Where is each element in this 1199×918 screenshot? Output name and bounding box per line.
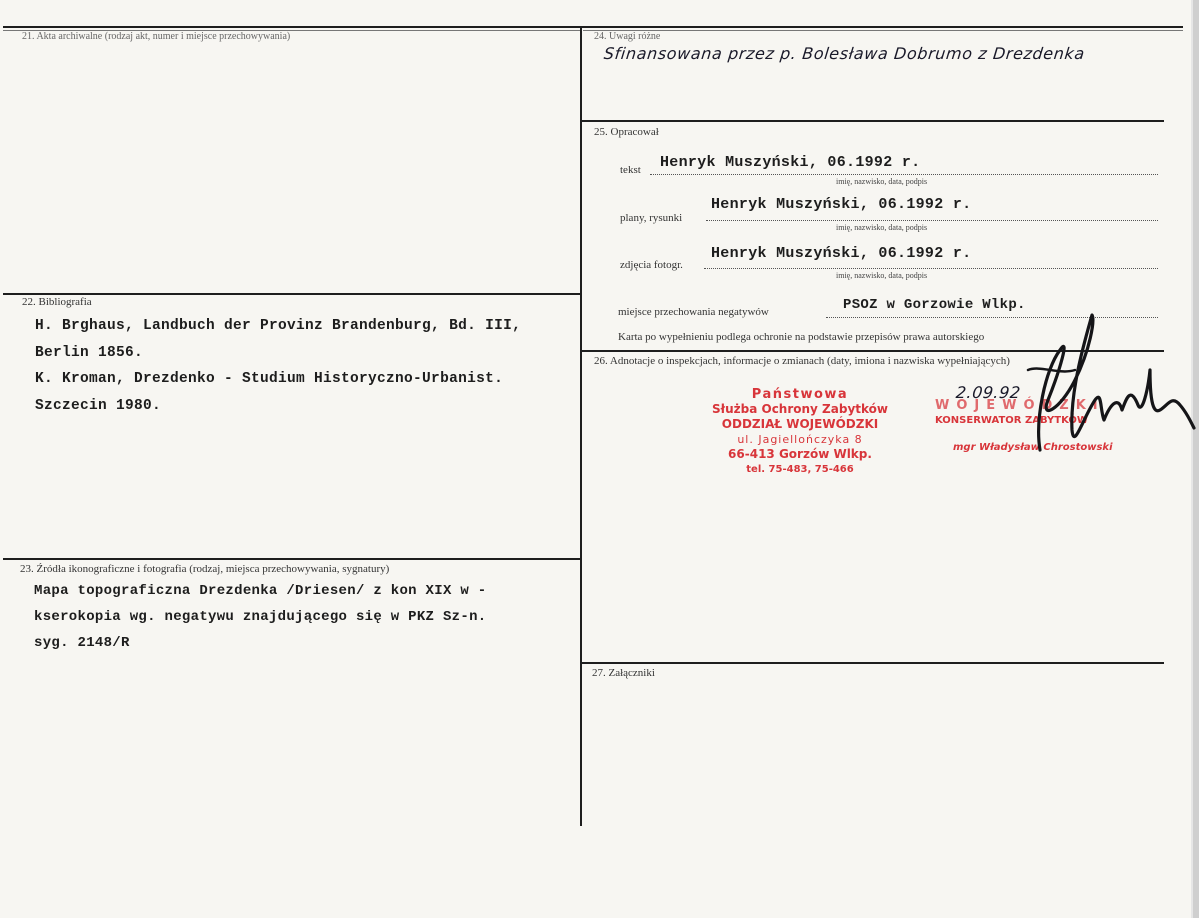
bibliography-line-4: Szczecin 1980. <box>35 398 162 414</box>
stamp-right-line-2: KONSERWATOR ZABYTKÓW <box>935 415 1088 426</box>
plany-label: plany, rysunki <box>620 212 683 224</box>
section-27-border <box>582 662 1164 664</box>
stamp-left-line-4: ul. Jagiellończyka 8 <box>737 433 863 446</box>
bibliography-line-3: K. Kroman, Drezdenko - Studium Historyczno-Urbanist. <box>35 371 504 387</box>
stamp-left-line-1: Państwowa <box>751 387 849 402</box>
section-22-label: 22. Bibliografia <box>22 296 92 308</box>
plany-caption: imię, nazwisko, data, podpis <box>836 223 928 232</box>
plany-underline <box>706 220 1158 221</box>
handwritten-remark: Sfinansowana przez p. Bolesława Dobrumo z Drezdenka <box>603 44 1086 63</box>
zdjecia-label: zdjęcia fotogr. <box>620 259 683 271</box>
stamp-left-line-2: Służba Ochrony Zabytków <box>712 402 888 416</box>
stamp-state-monuments-service <box>700 387 900 477</box>
section-21-label: 21. Akta archiwalne (rodzaj akt, numer i miejsce przechowywania) <box>22 31 291 42</box>
stamp-right-line-1: WOJEWÓDZKI <box>935 398 1105 413</box>
section-27-label: 27. Załączniki <box>592 667 655 679</box>
top-border-line <box>3 26 1183 28</box>
section-23-label: 23. Źródła ikonograficzne i fotografia (rodzaj, miejsca przechowywania, sygnatury) <box>20 563 390 575</box>
negatives-value: PSOZ w Gorzowie Wlkp. <box>843 297 1026 313</box>
section-25-label: 25. Opracował <box>594 126 659 138</box>
section-25-border <box>582 120 1164 122</box>
annotation-date: 2.09.92 <box>955 383 1022 402</box>
sources-line-3: syg. 2148/R <box>34 635 130 651</box>
plany-value: Henryk Muszyński, 06.1992 r. <box>711 196 972 213</box>
stamp-left-line-5: 66-413 Gorzów Wlkp. <box>728 447 872 461</box>
tekst-caption: imię, nazwisko, data, podpis <box>836 177 928 186</box>
section-24-label: 24. Uwagi różne <box>594 31 661 42</box>
zdjecia-caption: imię, nazwisko, data, podpis <box>836 271 928 280</box>
bibliography-line-1: H. Brghaus, Landbuch der Provinz Brandenburg, Bd. III, <box>35 318 522 334</box>
tekst-underline <box>650 174 1158 175</box>
zdjecia-underline <box>704 268 1158 269</box>
stamp-right-line-3: mgr Władysław Chrostowski <box>953 442 1113 453</box>
zdjecia-value: Henryk Muszyński, 06.1992 r. <box>711 245 972 262</box>
section-26-label: 26. Adnotacje o inspekcjach, informacje o zmianach (daty, imiona i nazwiska wypełniających) <box>594 355 1010 367</box>
negatives-label: miejsce przechowania negatywów <box>618 306 769 318</box>
section-22-border <box>3 293 581 295</box>
tekst-label: tekst <box>620 164 641 176</box>
signature-image <box>1000 310 1196 470</box>
sources-line-1: Mapa topograficzna Drezdenka /Driesen/ z kon XIX w - <box>34 583 487 599</box>
stamp-left-line-3: ODDZIAŁ WOJEWÓDZKI <box>721 417 879 431</box>
top-border-line-thin-right <box>583 30 1183 31</box>
stamp-left-line-6: tel. 75-483, 75-466 <box>746 464 854 475</box>
column-divider <box>580 26 582 826</box>
sources-line-2: kserokopia wg. negatywu znajdującego się w PKZ Sz-n. <box>34 609 487 625</box>
tekst-value: Henryk Muszyński, 06.1992 r. <box>660 154 921 171</box>
bibliography-line-2: Berlin 1856. <box>35 345 144 361</box>
section-23-border <box>3 558 581 560</box>
copyright-note: Karta po wypełnieniu podlega ochronie na podstawie przepisów prawa autorskiego <box>618 331 985 343</box>
